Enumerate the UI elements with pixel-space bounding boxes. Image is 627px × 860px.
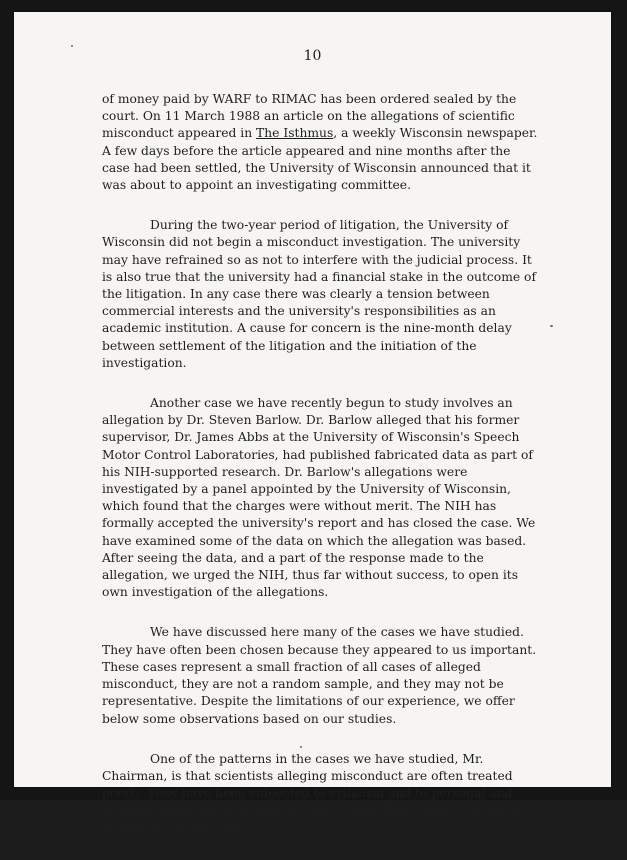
scan-speck bbox=[71, 45, 73, 47]
page-number: 10 bbox=[303, 48, 322, 64]
document-page bbox=[14, 12, 611, 835]
paragraph-3: Another case we have recently begun to study involves an allegation by Dr. Steven Barlow. Dr. Barlow alleged that his former supervisor, Dr. James Abbs at the University of Wisconsin's Speech Motor Control Laboratories, had published fabricated data as part of his NIH-supported research. Dr. Barlow's allegations were investigated by a panel appointed by the University of Wisconsin, which found that the charges were without merit. The NIH has formally accepted the university's report and has closed the case. We have examined some of the data on which the allegation was based. After seeing the data, and a part of the response made to the allegation, we urged the NIH, thus far without success, to open its own investigation of the allegations. bbox=[102, 396, 536, 600]
paragraph-1-text-b: , a weekly Wisconsin newspaper. A few days before the article appeared and nine months after the case had been settled, the University of Wisconsin announced that it was about to appoint an investigating committee. bbox=[102, 126, 538, 193]
scan-speck bbox=[300, 746, 302, 748]
paragraph-2: During the two-year period of litigation, the University of Wisconsin did not begin a misconduct investigation. The university may have refrained so as not to interfere with the judicial process. It is also true that the university had a financial stake in the outcome of the litigation. In any case there was clearly a tension between commercial interests and the university's responsibilities as an academic institution. A cause for concern is the nine-month delay between settlement of the litigation and the initiation of the investigation. bbox=[102, 218, 536, 370]
paragraph-5: One of the patterns in the cases we have studied, Mr. Chairman, is that scientists alleging misconduct are often treated poorly. They have been subjected to criticism and to personal and professional retaliation, even in cases where their allegations have ultimately proved valid. bbox=[102, 751, 521, 835]
newspaper-title: The Isthmus bbox=[256, 126, 334, 141]
document-body bbox=[102, 91, 542, 860]
scan-speck bbox=[550, 325, 553, 327]
paragraph-4: We have discussed here many of the cases we have studied. They have often been chosen because they appeared to us important. These cases represent a small fraction of all cases of alleged misconduct, they are not a random sample, and they may not be representative. Despite the limitations of our experience, we offer below some observations based on our studies. bbox=[102, 625, 537, 726]
paragraph-1-text-a: of money paid by WARF to RIMAC has been ordered sealed by the court. On 11 March 1988 an article on the allegations of scientific misconduct appeared in bbox=[102, 92, 517, 141]
paragraph-1 bbox=[102, 91, 542, 194]
